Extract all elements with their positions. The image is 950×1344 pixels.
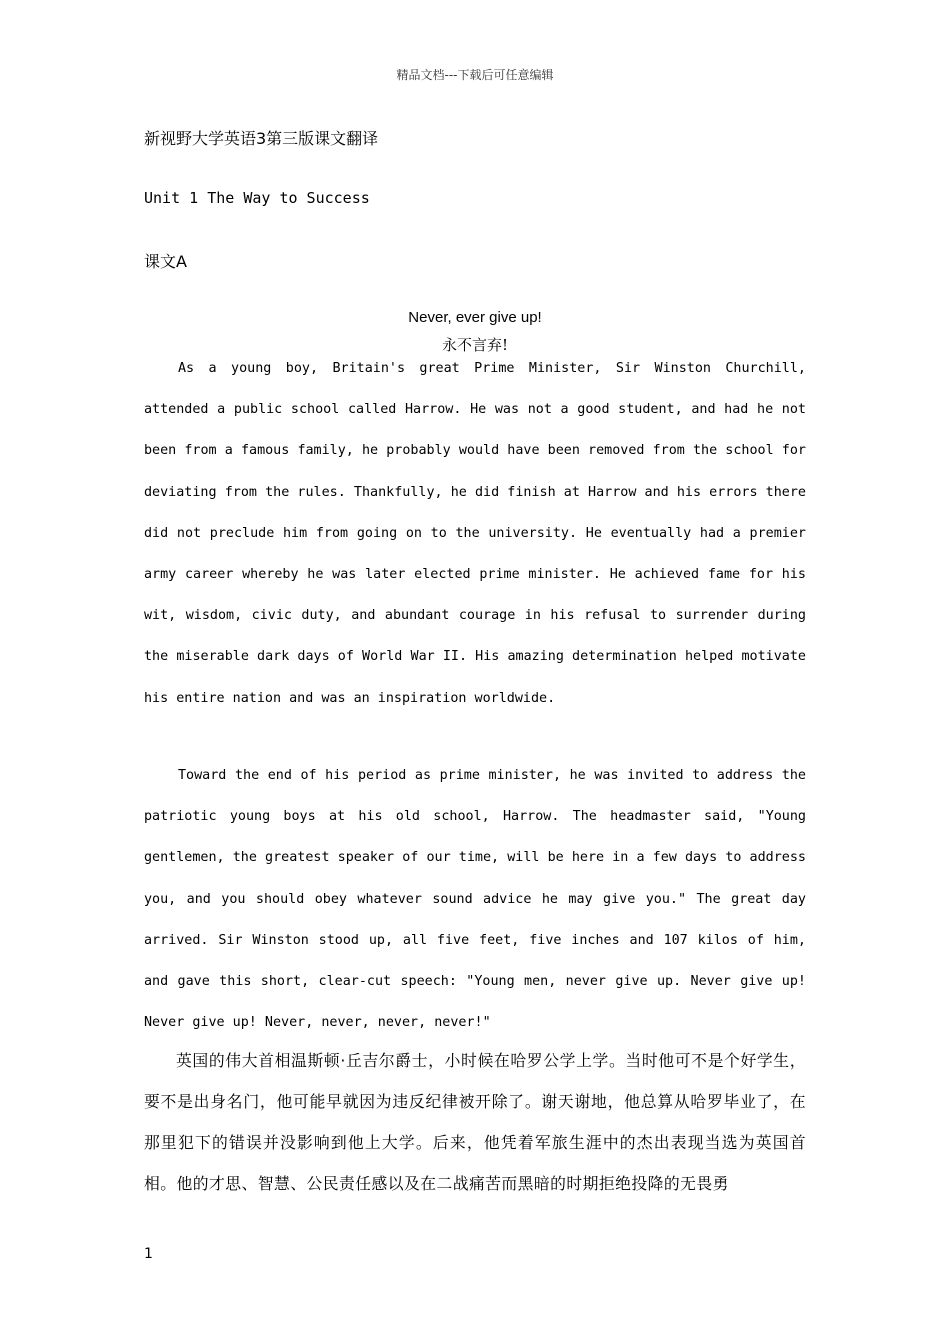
section-label: 课文A: [144, 252, 187, 271]
chinese-paragraph-1: 英国的伟大首相温斯顿·丘吉尔爵士，小时候在哈罗公学上学。当时他可不是个好学生，要不是出身名门，他可能早就因为违反纪律被开除了。谢天谢地，他总算从哈罗毕业了，在那里犯下的错误并没影响到他上大学。后来，他凭着军旅生涯中的杰出表现当选为英国首相。他的才思、智慧、公民责任感以及在二战痛苦而黑暗的时期拒绝投降的无畏勇: [144, 1051, 806, 1193]
english-paragraph-2: Toward the end of his period as prime minister, he was invited to address the patriotic young boys at his old school, Harrow. The headmaster said, "Young gentlemen, the greatest speaker of our time, will be here in a few days to address you, and you should obey whatever sound advice he may give you." The great day arrived. Sir Winston stood up, all five feet, five inches and 107 kilos of him, and gave this short, clear-cut speech: "Young men, never give up. Never give up! Never give up! Never, never, never, never!": [144, 768, 806, 1031]
page-number: 1: [144, 1246, 153, 1262]
english-paragraph-1: As a young boy, Britain's great Prime Minister, Sir Winston Churchill, attended a public school called Harrow. He was not a good student, and had he not been from a famous family, he probably would have been removed from the school for deviating from the rules. Thankfully, he did finish at Harrow and his errors there did not preclude him from going on to the university. He eventually had a premier army career whereby he was later elected prime minister. He achieved fame for his wit, wisdom, civic duty, and abundant courage in his refusal to surrender during the miserable dark days of World War II. His amazing determination helped motivate his entire nation and was an inspiration worldwide.: [144, 361, 806, 706]
unit-title: Unit 1 The Way to Success: [144, 189, 370, 207]
text-title-chinese: 永不言弃!: [441, 336, 509, 354]
page-header: 精品文档---下载后可任意编辑: [396, 68, 554, 82]
text-title-english: Never, ever give up!: [408, 309, 542, 326]
document-title: 新视野大学英语3第三版课文翻译: [144, 129, 379, 148]
